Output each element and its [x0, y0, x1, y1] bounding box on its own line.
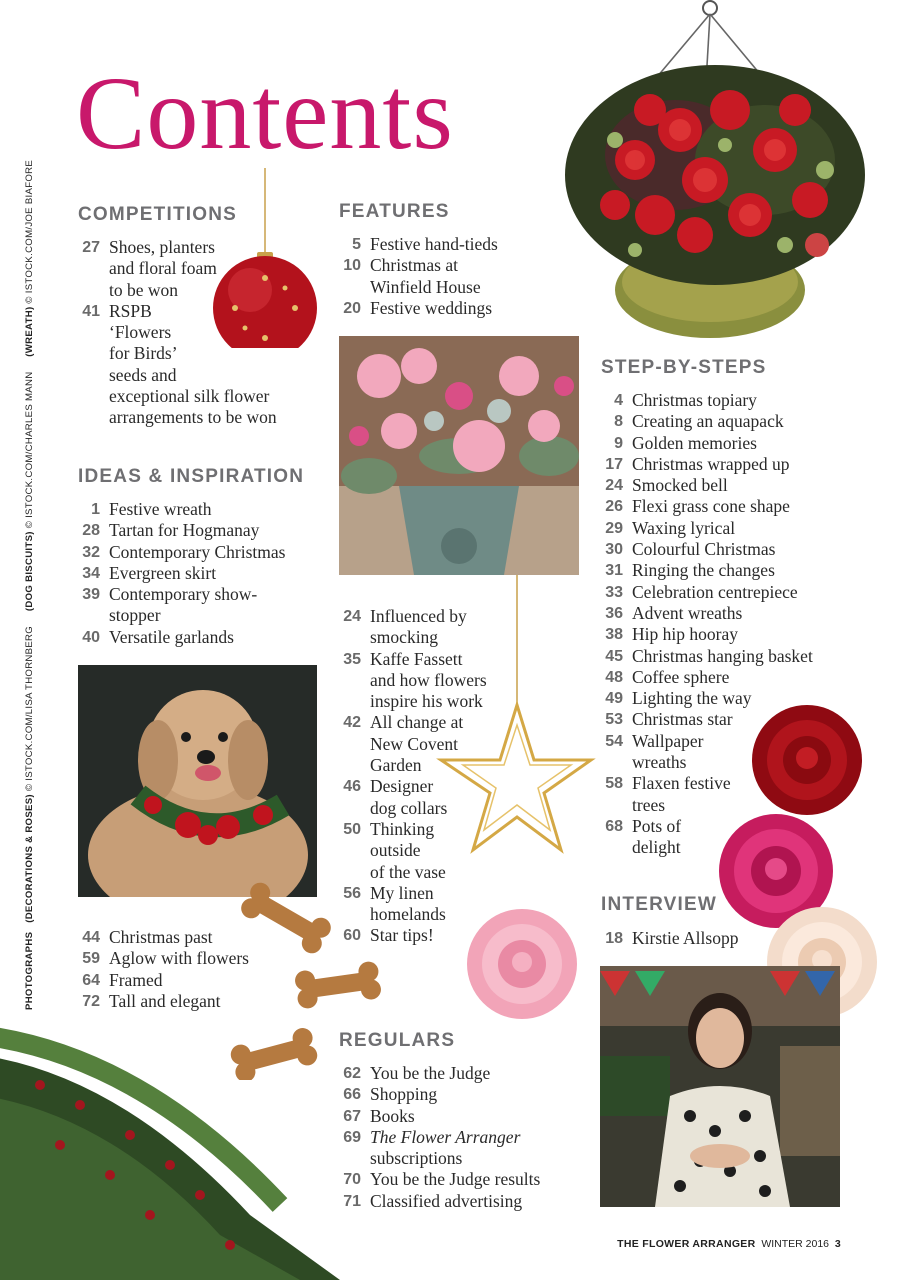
- entry-title: Christmas at: [370, 255, 458, 276]
- contents-entry: [601, 496, 871, 517]
- entry-title: Advent wreaths: [632, 602, 743, 623]
- page-number: 68: [605, 817, 623, 835]
- contents-entry: [339, 1148, 599, 1169]
- contents-entry: [601, 539, 871, 560]
- entry-title: Creating an aquapack: [632, 411, 784, 432]
- page-number: 31: [605, 562, 623, 580]
- contents-entry: [601, 837, 871, 858]
- page-number: 50: [343, 820, 361, 838]
- entry-title: subscriptions: [370, 1148, 463, 1169]
- contents-entry: [339, 649, 579, 670]
- competitions-list: [78, 237, 338, 429]
- page-number: 60: [343, 927, 361, 945]
- contents-entry: [78, 407, 338, 428]
- entry-title: Evergreen skirt: [109, 562, 217, 583]
- entry-title: wreaths: [632, 752, 687, 773]
- entry-title: Golden memories: [632, 432, 757, 453]
- contents-entry: [339, 277, 579, 298]
- contents-entry: [339, 819, 579, 840]
- contents-entry: [339, 1127, 599, 1148]
- page-number: 34: [82, 564, 100, 582]
- page-footer: [617, 1238, 841, 1250]
- entry-title: You be the Judge: [370, 1063, 491, 1083]
- entry-title: Christmas topiary: [632, 390, 757, 410]
- credit-decorations: © ISTOCK.COM/LISA THORNBERG: [24, 625, 35, 792]
- page-number: 26: [605, 498, 623, 516]
- page-number: 64: [82, 971, 100, 989]
- entry-title: Contemporary Christmas: [109, 541, 286, 562]
- entry-title: Festive hand-tieds: [370, 234, 498, 254]
- page-number: 54: [605, 732, 623, 750]
- entry-title: Tall and elegant: [109, 990, 221, 1011]
- contents-entry: [601, 475, 871, 496]
- contents-entry: [601, 795, 871, 816]
- page-number: 38: [605, 626, 623, 644]
- entry-title: Star tips!: [370, 925, 434, 946]
- regulars-heading: REGULARS: [339, 1030, 456, 1051]
- entry-title: Aglow with flowers: [109, 948, 249, 969]
- page-number: 58: [605, 775, 623, 793]
- contents-entry: [339, 606, 579, 627]
- regulars-list: [339, 1063, 599, 1212]
- page-number: 28: [82, 522, 100, 540]
- entry-title: Ringing the changes: [632, 560, 775, 581]
- features-heading: FEATURES: [339, 201, 450, 222]
- ideas-list: [78, 499, 338, 648]
- contents-entry: [339, 925, 579, 946]
- entry-title: for Birds’: [109, 343, 178, 364]
- page-number: 36: [605, 604, 623, 622]
- page-number: 41: [82, 302, 100, 320]
- entry-title: Waxing lyrical: [632, 517, 736, 538]
- contents-entry: [339, 670, 579, 691]
- contents-entry: [339, 776, 579, 797]
- entry-title: of the vase: [370, 861, 446, 882]
- interview-list: [601, 928, 801, 949]
- entry-title: Framed: [109, 969, 163, 990]
- page-number: 24: [343, 608, 361, 625]
- page-number: 66: [343, 1086, 361, 1104]
- page-number: 9: [614, 434, 623, 452]
- page-number: 30: [605, 541, 623, 559]
- entry-title: Shoes, planters: [109, 237, 215, 257]
- contents-entry: [601, 667, 871, 688]
- entry-title: Christmas wrapped up: [632, 453, 790, 474]
- contents-entry: [339, 862, 579, 883]
- contents-entry: [78, 948, 338, 969]
- contents-entry: [78, 237, 338, 258]
- contents-entry: [339, 798, 579, 819]
- entry-title: Pots of: [632, 815, 682, 836]
- contents-entry: [601, 518, 871, 539]
- contents-entry: [339, 1169, 599, 1190]
- entry-title: Designer: [370, 776, 434, 797]
- entry-title: The Flower Arranger: [370, 1126, 521, 1147]
- ideas-more-list: [78, 927, 338, 1012]
- contents-entry: [601, 454, 871, 475]
- features-list: [339, 234, 579, 319]
- entry-title: Lighting the way: [632, 688, 752, 709]
- contents-entry: [78, 627, 338, 648]
- contents-entry: [601, 688, 871, 709]
- contents-entry: [78, 365, 338, 386]
- contents-entry: [78, 301, 338, 322]
- page-number: 1: [91, 501, 100, 518]
- entry-title: smocking: [370, 627, 439, 648]
- page-number: 71: [343, 1192, 361, 1210]
- page-number: 10: [343, 257, 361, 275]
- steps-list: [601, 390, 871, 859]
- entry-title: Festive wreath: [109, 499, 212, 519]
- page-number: 72: [82, 992, 100, 1010]
- entry-title: Celebration centrepiece: [632, 581, 798, 602]
- contents-entry: [339, 883, 579, 904]
- page-number: 27: [82, 239, 100, 256]
- page-number: 42: [343, 714, 361, 732]
- entry-title: Christmas past: [109, 927, 213, 947]
- page-number: 32: [82, 543, 100, 561]
- page-title: Contents: [76, 56, 454, 171]
- hanging-basket-image: [555, 0, 885, 345]
- contents-entry: [339, 1063, 599, 1084]
- entry-title: RSPB: [109, 300, 152, 321]
- entry-title: Colourful Christmas: [632, 539, 776, 560]
- contents-entry: [339, 627, 579, 648]
- contents-entry: [339, 1084, 599, 1105]
- contents-entry: [601, 411, 871, 432]
- page-number: 39: [82, 586, 100, 604]
- contents-entry: [339, 904, 579, 925]
- entry-title: Coffee sphere: [632, 666, 730, 687]
- page-number: 17: [605, 455, 623, 473]
- contents-entry: [339, 734, 579, 755]
- competitions-heading: COMPETITIONS: [78, 204, 238, 225]
- page-number: 4: [614, 392, 623, 409]
- entry-title: Hip hip hooray: [632, 624, 738, 645]
- entry-title: dog collars: [370, 797, 448, 818]
- page-number: 53: [605, 711, 623, 729]
- page-number: 24: [605, 477, 623, 495]
- entry-title: homelands: [370, 904, 446, 925]
- contents-entry: [601, 624, 871, 645]
- contents-entry: [601, 773, 871, 794]
- page-number: 49: [605, 690, 623, 708]
- entry-title: Flaxen festive: [632, 773, 731, 794]
- contents-entry: [78, 258, 338, 279]
- page-number: 70: [343, 1171, 361, 1189]
- entry-title: Flexi grass cone shape: [632, 496, 790, 517]
- credit-label: PHOTOGRAPHS: [24, 931, 35, 1010]
- contents-entry: [78, 386, 338, 407]
- entry-title: Thinking: [370, 818, 435, 839]
- contents-entry: [339, 691, 579, 712]
- entry-title: Versatile garlands: [109, 626, 234, 647]
- contents-entry: [339, 840, 579, 861]
- credit-decorations-label: (DECORATIONS & ROSES): [24, 794, 35, 923]
- page-number: 67: [343, 1107, 361, 1125]
- page-number: 20: [343, 299, 361, 317]
- contents-entry: [601, 390, 871, 411]
- page-number: 56: [343, 884, 361, 902]
- wreath-image: [0, 1015, 340, 1280]
- page-number: 48: [605, 668, 623, 686]
- page-number: 44: [82, 929, 100, 946]
- entry-title: arrangements to be won: [109, 407, 277, 428]
- contents-entry: [339, 1191, 599, 1212]
- contents-entry: [78, 605, 338, 626]
- entry-title: Books: [370, 1105, 415, 1126]
- contents-entry: [78, 520, 338, 541]
- page-number: 62: [343, 1065, 361, 1082]
- contents-entry: [78, 499, 338, 520]
- entry-title: Shopping: [370, 1084, 438, 1105]
- contents-entry: [339, 712, 579, 733]
- entry-title: Classified advertising: [370, 1190, 523, 1211]
- page-number: 35: [343, 650, 361, 668]
- page-number: 8: [614, 413, 623, 431]
- contents-entry: [601, 603, 871, 624]
- page-number: 69: [343, 1128, 361, 1146]
- entry-title: All change at: [370, 712, 464, 733]
- page-number: 33: [605, 583, 623, 601]
- entry-title: and floral foam: [109, 258, 217, 279]
- entry-title: Tartan for Hogmanay: [109, 520, 260, 541]
- contents-entry: [601, 928, 801, 949]
- contents-entry: [601, 582, 871, 603]
- contents-entry: [78, 542, 338, 563]
- contents-entry: [339, 755, 579, 776]
- festive-vase-photo: [339, 336, 579, 575]
- credit-wreath: © ISTOCK.COM/JOE BIAFORE: [24, 159, 35, 304]
- contents-entry: [601, 646, 871, 667]
- contents-entry: [339, 1106, 599, 1127]
- credit-biscuits-label: (DOG BISCUITS): [24, 531, 35, 612]
- entry-title: Wallpaper: [632, 730, 704, 751]
- entry-title: My linen: [370, 882, 434, 903]
- page-number: 5: [352, 236, 361, 253]
- contents-entry: [601, 560, 871, 581]
- entry-title: New Covent: [370, 733, 458, 754]
- entry-title: delight: [632, 837, 681, 858]
- entry-title: to be won: [109, 279, 179, 300]
- entry-title: Festive weddings: [370, 297, 493, 318]
- contents-entry: [601, 816, 871, 837]
- ideas-heading: IDEAS & INSPIRATION: [78, 466, 305, 487]
- credit-biscuits: © ISTOCK.COM/CHARLES MANN: [24, 371, 35, 529]
- entry-title: Winfield House: [370, 276, 481, 297]
- page-number: 59: [82, 950, 100, 968]
- contents-entry: [601, 731, 871, 752]
- contents-entry: [78, 927, 338, 948]
- entry-title: and how flowers: [370, 669, 487, 690]
- contents-entry: [339, 234, 579, 255]
- entry-title: Garden: [370, 755, 422, 776]
- contents-entry: [78, 343, 338, 364]
- entry-title: You be the Judge results: [370, 1169, 541, 1190]
- credit-wreath-label: (WREATH): [24, 306, 35, 357]
- entry-title: outside: [370, 840, 421, 861]
- entry-title: exceptional silk flower: [109, 386, 270, 407]
- footer-magazine: THE FLOWER ARRANGER: [617, 1238, 756, 1250]
- entry-title: stopper: [109, 605, 161, 626]
- contents-entry: [339, 255, 579, 276]
- interview-photo: [600, 966, 840, 1207]
- page-number: 45: [605, 647, 623, 665]
- contents-entry: [78, 584, 338, 605]
- entry-title: Christmas hanging basket: [632, 645, 813, 666]
- page-number: 29: [605, 519, 623, 537]
- entry-title: Influenced by: [370, 606, 467, 626]
- entry-title: trees: [632, 794, 666, 815]
- contents-entry: [78, 322, 338, 343]
- contents-entry: [78, 970, 338, 991]
- interview-heading: INTERVIEW: [601, 894, 718, 915]
- entry-title: Smocked bell: [632, 475, 728, 496]
- contents-entry: [339, 298, 579, 319]
- dog-photo: [78, 665, 317, 897]
- footer-page-number: 3: [834, 1238, 841, 1250]
- page-number: 40: [82, 628, 100, 646]
- entry-title: inspire his work: [370, 691, 483, 712]
- contents-entry: [601, 752, 871, 773]
- contents-entry: [601, 709, 871, 730]
- features-more-list: [339, 606, 579, 947]
- entry-title: Christmas star: [632, 709, 733, 730]
- footer-issue: WINTER 2016: [761, 1238, 830, 1250]
- photo-credits: [24, 159, 35, 1010]
- entry-title: Kirstie Allsopp: [632, 928, 739, 948]
- contents-entry: [601, 433, 871, 454]
- page-number: 46: [343, 778, 361, 796]
- entry-title: Contemporary show-: [109, 584, 258, 605]
- entry-title: Kaffe Fassett: [370, 648, 463, 669]
- entry-title: ‘Flowers: [109, 322, 172, 343]
- contents-entry: [78, 991, 338, 1012]
- page-number: 18: [605, 930, 623, 947]
- contents-entry: [78, 563, 338, 584]
- contents-entry: [78, 280, 338, 301]
- entry-title: seeds and: [109, 364, 177, 385]
- steps-heading: STEP-BY-STEPS: [601, 357, 767, 378]
